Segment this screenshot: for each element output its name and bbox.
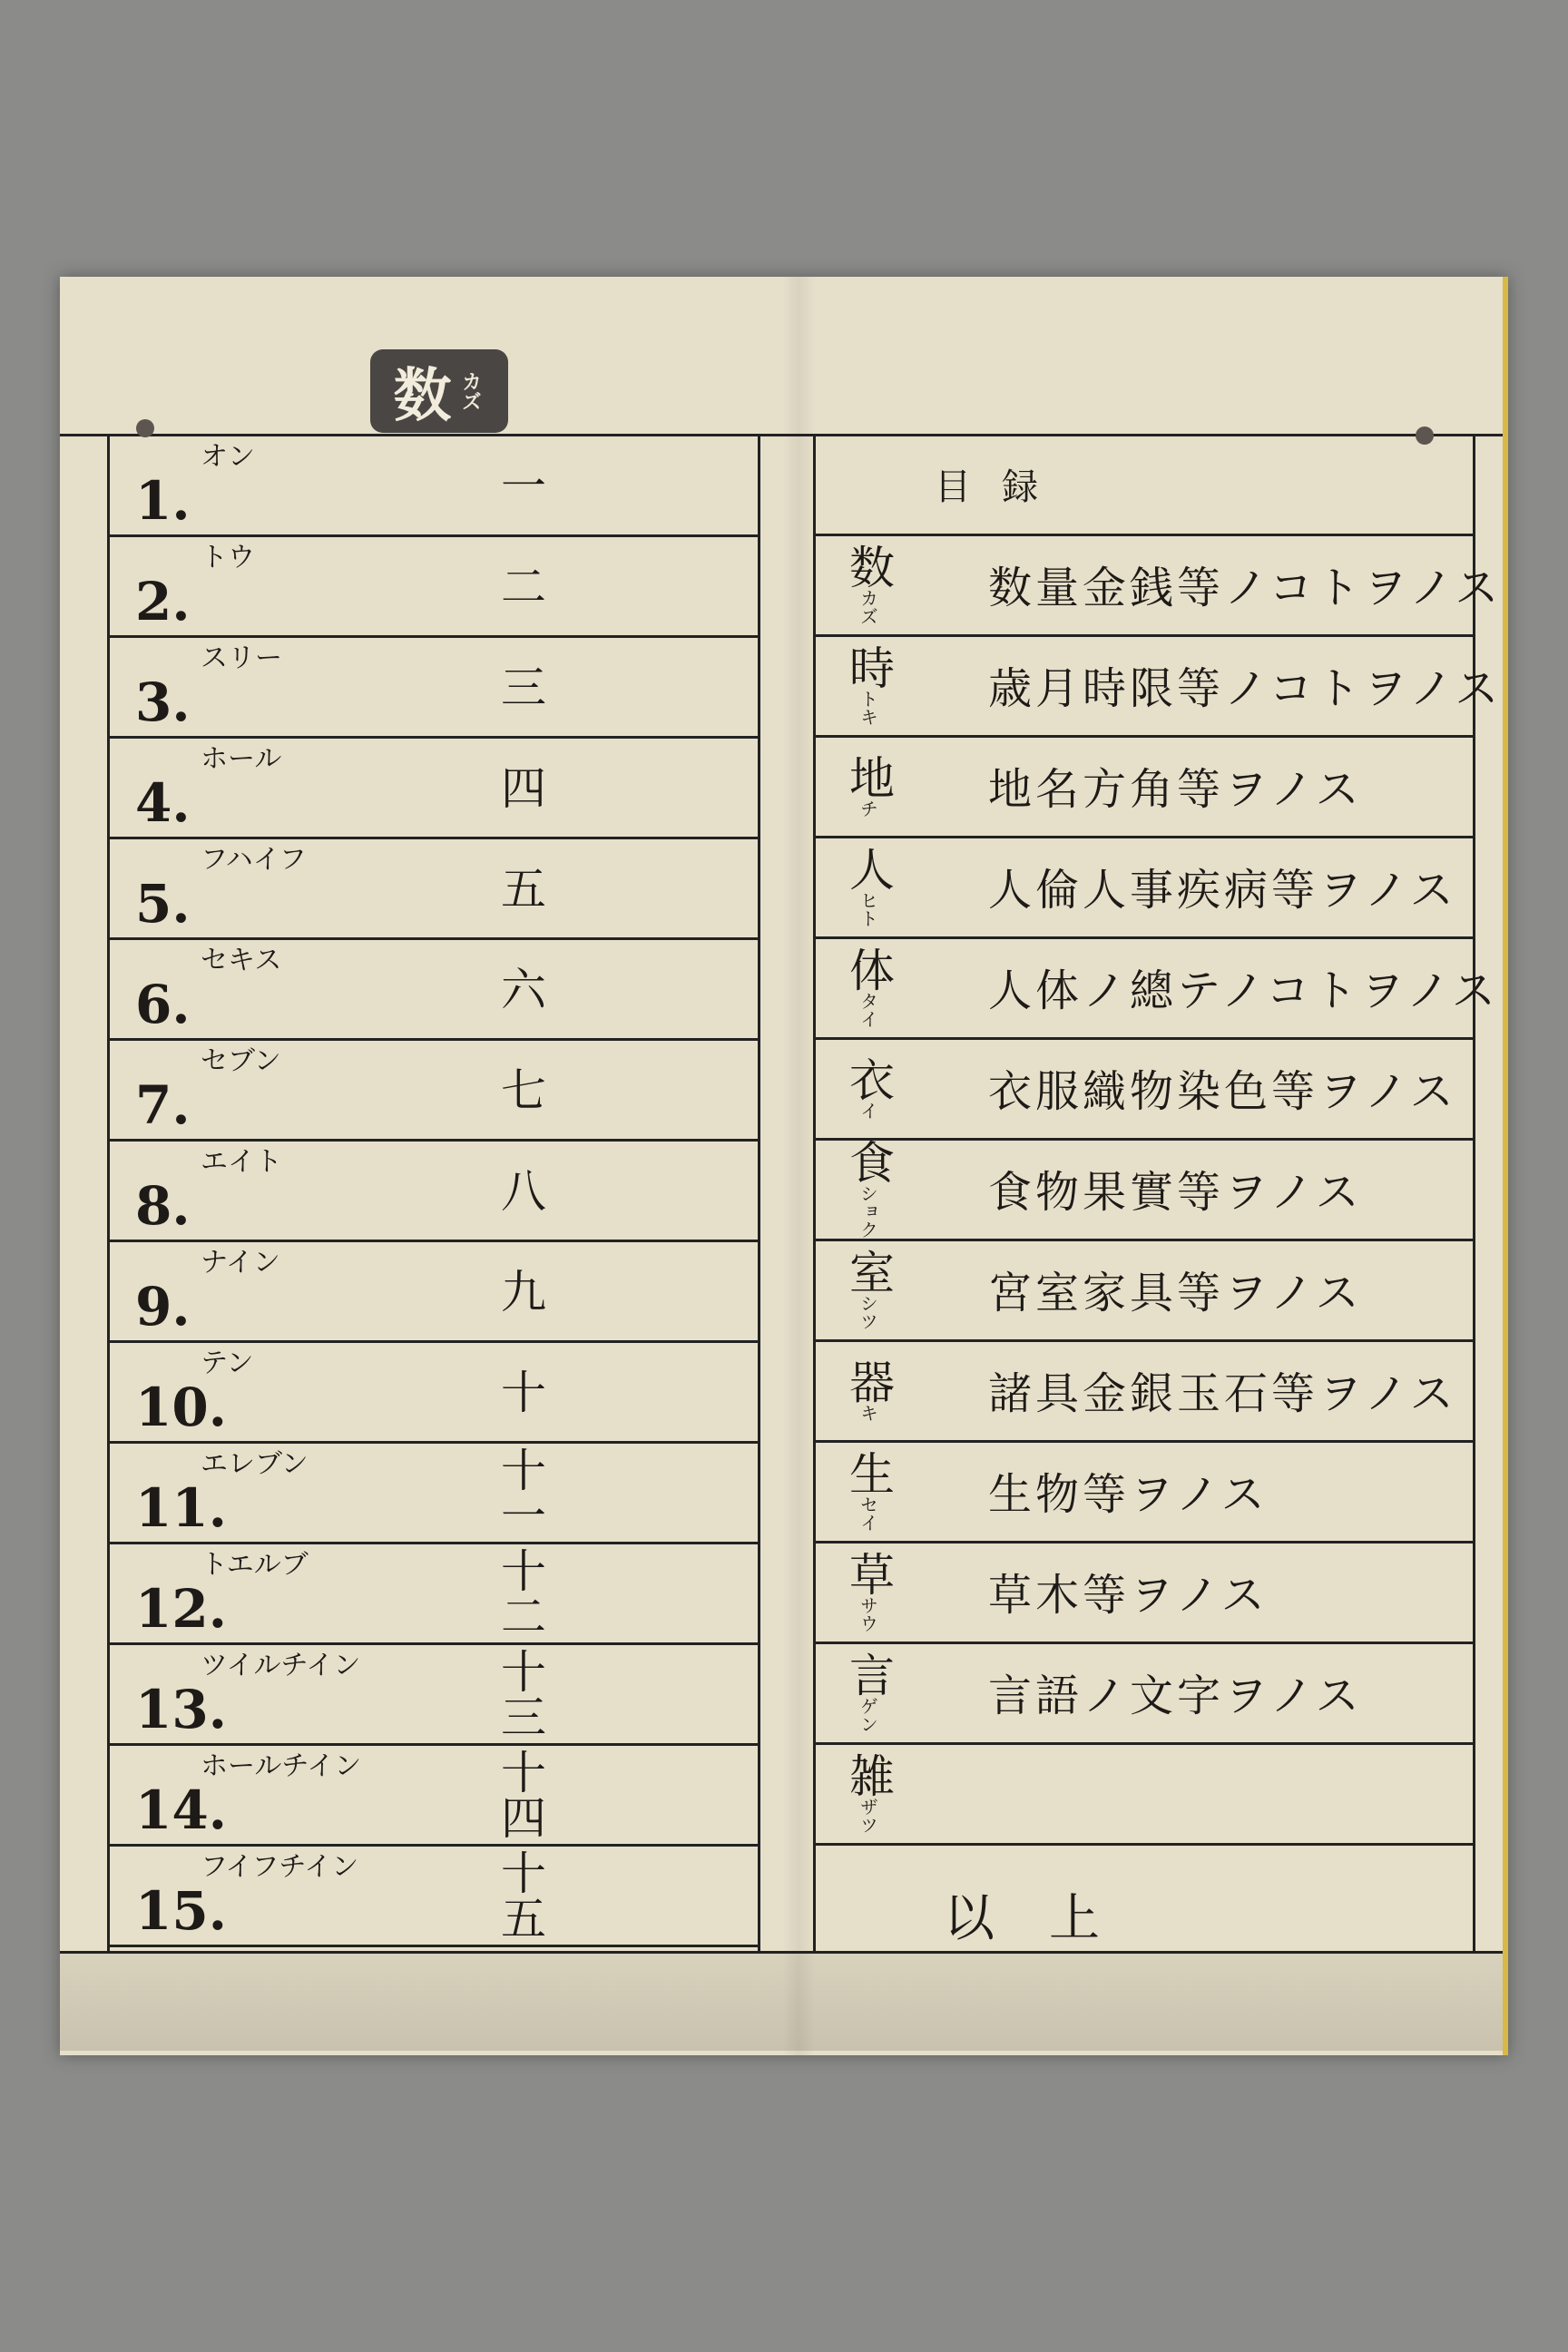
toc-row xyxy=(816,1339,1473,1443)
toc-category-kanji: 雑 xyxy=(842,1751,895,1798)
toc-category-kanji: 時 xyxy=(842,643,895,690)
number-row xyxy=(110,1844,758,1947)
number-pronunciation: ナイン xyxy=(201,1247,280,1279)
toc-description: 宮室家具等ヲノス xyxy=(988,1268,1363,1318)
toc-description: 人倫人事疾病等ヲノス xyxy=(988,865,1457,916)
section-title-stamp xyxy=(370,349,508,433)
toc-table xyxy=(813,434,1503,1951)
toc-title-row xyxy=(816,434,1473,536)
toc-category-ruby: キ xyxy=(857,1403,879,1422)
number-kanji: 十二 xyxy=(494,1546,546,1638)
toc-description: 生物等ヲノス xyxy=(988,1469,1269,1520)
toc-description: 諸具金銀玉石等ヲノス xyxy=(988,1368,1457,1419)
number-kanji: 二 xyxy=(494,562,546,608)
number-row xyxy=(110,1542,758,1645)
section-title: 数 xyxy=(393,362,452,430)
page-bottom-margin xyxy=(60,1951,1503,2051)
number-kanji: 十四 xyxy=(494,1748,546,1839)
number-kanji: 四 xyxy=(494,763,546,809)
toc-category xyxy=(832,836,905,936)
number-arabic: 6. xyxy=(135,974,191,1035)
number-row xyxy=(110,837,758,940)
number-arabic: 12. xyxy=(135,1578,227,1640)
number-row xyxy=(110,1139,758,1242)
toc-category-ruby: タイ xyxy=(857,991,879,1028)
toc-description: 数量金銭等ノコトヲノス xyxy=(988,563,1503,613)
toc-category-kanji: 器 xyxy=(842,1357,895,1404)
number-arabic: 7. xyxy=(135,1074,191,1136)
toc-category-ruby: シツ xyxy=(857,1293,879,1330)
toc-category xyxy=(832,1037,905,1138)
number-arabic: 14. xyxy=(135,1779,227,1841)
number-pronunciation: テン xyxy=(201,1348,254,1379)
number-row xyxy=(110,635,758,739)
toc-category-kanji: 生 xyxy=(842,1449,895,1495)
number-row xyxy=(110,1038,758,1142)
number-kanji: 五 xyxy=(494,864,546,910)
toc-end-mark: 以上 xyxy=(944,1889,1154,1948)
toc-category-ruby: ゲン xyxy=(857,1696,879,1733)
number-pronunciation: オン xyxy=(201,441,255,473)
toc-category xyxy=(832,1642,905,1742)
number-kanji: 六 xyxy=(494,965,546,1011)
toc-description: 歳月時限等ノコトヲノス xyxy=(988,663,1503,714)
number-kanji: 十 xyxy=(494,1367,546,1414)
toc-description xyxy=(988,1742,1460,1843)
number-row xyxy=(110,736,758,839)
number-pronunciation: フハイフ xyxy=(201,844,307,876)
toc-description: 草木等ヲノス xyxy=(988,1570,1269,1621)
toc-row xyxy=(816,735,1473,838)
number-kanji: 七 xyxy=(494,1065,546,1112)
toc-category-ruby: カズ xyxy=(857,588,879,625)
center-fold xyxy=(782,277,815,2055)
toc-row xyxy=(816,1440,1473,1544)
number-pronunciation: エイト xyxy=(201,1146,282,1178)
toc-category xyxy=(832,534,905,634)
number-kanji: 十五 xyxy=(494,1848,546,1940)
toc-category-kanji: 言 xyxy=(842,1651,895,1697)
number-row xyxy=(110,1340,758,1444)
number-kanji: 十一 xyxy=(494,1446,546,1537)
number-arabic: 2. xyxy=(135,571,191,632)
toc-category-ruby: サウ xyxy=(857,1595,879,1632)
number-arabic: 15. xyxy=(135,1880,227,1942)
number-arabic: 13. xyxy=(135,1679,227,1740)
section-title-ruby: カズ xyxy=(458,371,483,411)
number-pronunciation: ホール xyxy=(201,743,282,775)
number-row xyxy=(110,1743,758,1847)
bottom-rule xyxy=(60,1951,1503,1954)
toc-category-ruby: イ xyxy=(857,1101,879,1120)
number-kanji: 九 xyxy=(494,1267,546,1313)
number-arabic: 5. xyxy=(135,873,191,935)
toc-row xyxy=(816,936,1499,1040)
number-pronunciation: ツイルチイン xyxy=(201,1650,361,1681)
toc-category xyxy=(832,1138,905,1239)
number-kanji: 一 xyxy=(494,461,546,507)
toc-description: 言語ノ文字ヲノス xyxy=(988,1671,1363,1721)
toc-category xyxy=(832,735,905,836)
toc-row xyxy=(816,534,1503,637)
number-row xyxy=(110,1441,758,1544)
number-kanji: 十三 xyxy=(494,1647,546,1739)
number-row xyxy=(110,1240,758,1343)
toc-category xyxy=(832,1541,905,1642)
toc-description: 地名方角等ヲノス xyxy=(988,764,1363,815)
number-pronunciation: セブン xyxy=(201,1045,281,1077)
toc-category-kanji: 衣 xyxy=(842,1055,895,1102)
number-row xyxy=(110,937,758,1041)
toc-category-kanji: 室 xyxy=(842,1248,895,1294)
toc-category xyxy=(832,936,905,1037)
toc-category-kanji: 草 xyxy=(842,1550,895,1596)
toc-category xyxy=(832,634,905,735)
toc-row xyxy=(816,634,1503,738)
toc-title: 目録 xyxy=(935,466,1069,508)
toc-category-ruby: チ xyxy=(857,799,879,818)
toc-category xyxy=(832,1339,905,1440)
toc-row xyxy=(816,1138,1473,1241)
number-pronunciation: エレブン xyxy=(201,1448,309,1480)
toc-category-kanji: 体 xyxy=(842,946,895,992)
number-arabic: 10. xyxy=(135,1377,227,1438)
toc-category xyxy=(832,1440,905,1541)
number-kanji: 三 xyxy=(494,662,546,709)
number-pronunciation: トウ xyxy=(201,542,255,573)
number-arabic: 9. xyxy=(135,1276,191,1338)
toc-row xyxy=(816,1742,1473,1846)
number-arabic: 11. xyxy=(135,1477,227,1539)
toc-row xyxy=(816,1037,1473,1141)
toc-description: 食物果實等ヲノス xyxy=(988,1167,1363,1218)
toc-category xyxy=(832,1742,905,1843)
numbers-table xyxy=(107,434,760,1951)
toc-category-ruby: セイ xyxy=(857,1494,879,1532)
number-arabic: 8. xyxy=(135,1175,191,1237)
toc-row xyxy=(816,1541,1473,1644)
toc-category-ruby: トキ xyxy=(857,689,879,726)
toc-category-kanji: 人 xyxy=(842,845,895,891)
toc-description: 人体ノ總テノコトヲノス xyxy=(988,965,1499,1016)
toc-row xyxy=(816,1239,1473,1342)
number-row xyxy=(110,1642,758,1746)
toc-row xyxy=(816,836,1473,939)
number-arabic: 1. xyxy=(135,470,191,532)
number-pronunciation: フイフチイン xyxy=(201,1851,359,1883)
number-kanji: 八 xyxy=(494,1166,546,1212)
number-arabic: 3. xyxy=(135,671,191,733)
toc-category-ruby: ザツ xyxy=(857,1797,879,1834)
number-pronunciation: トエルブ xyxy=(201,1549,309,1581)
toc-category-kanji: 数 xyxy=(842,543,895,589)
number-arabic: 4. xyxy=(135,772,191,834)
toc-category xyxy=(832,1239,905,1339)
toc-category-ruby: ショク xyxy=(857,1183,879,1239)
toc-category-kanji: 地 xyxy=(842,753,895,799)
toc-category-kanji: 食 xyxy=(842,1138,895,1184)
number-pronunciation: セキス xyxy=(201,945,282,976)
toc-category-ruby: ヒト xyxy=(857,890,879,927)
number-pronunciation: スリー xyxy=(201,642,282,674)
toc-description: 衣服織物染色等ヲノス xyxy=(988,1066,1457,1117)
number-pronunciation: ホールチイン xyxy=(201,1750,362,1782)
number-row xyxy=(110,534,758,638)
toc-row xyxy=(816,1642,1473,1745)
number-row xyxy=(110,434,758,537)
